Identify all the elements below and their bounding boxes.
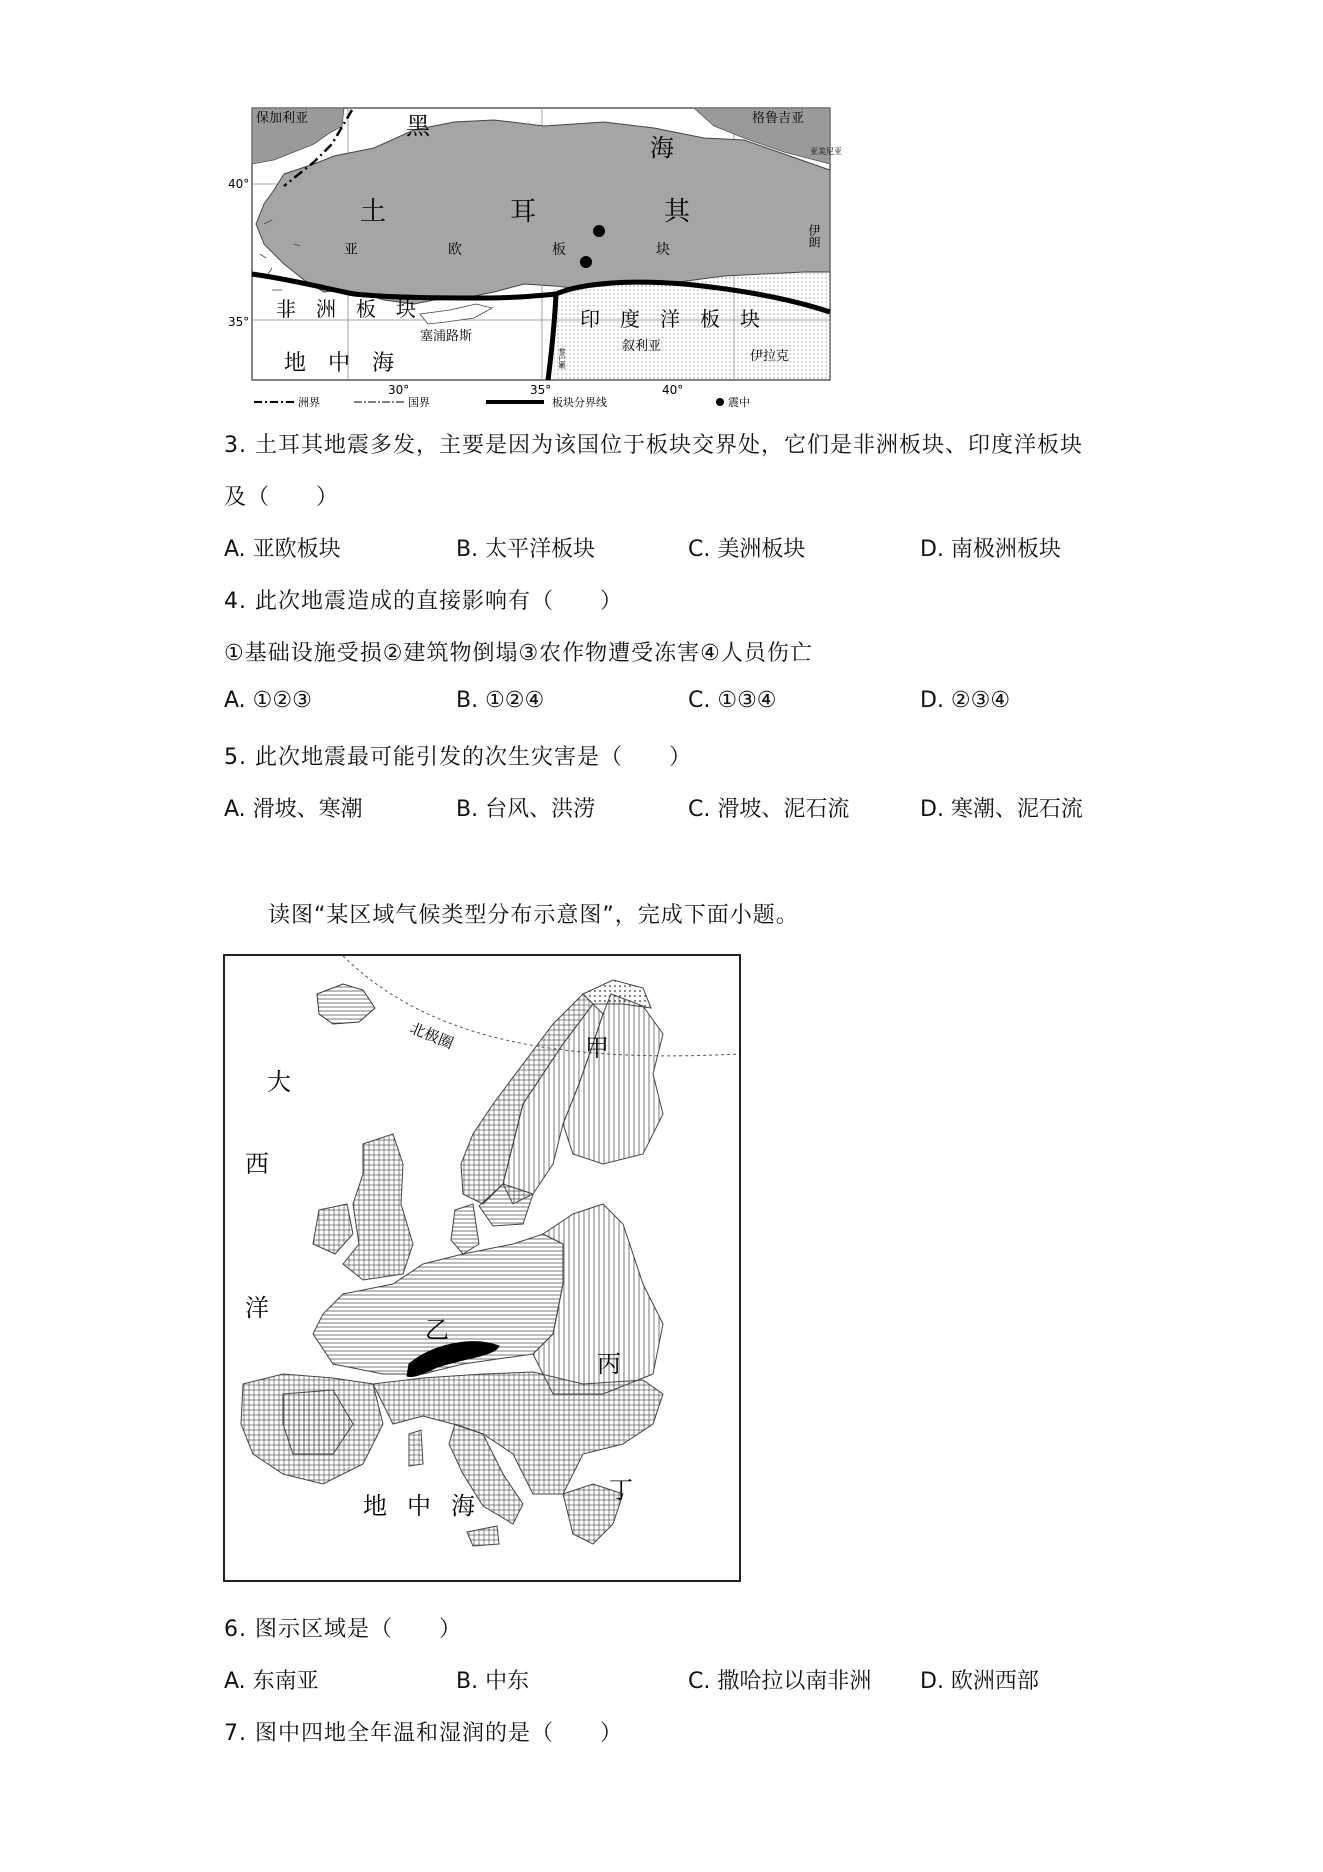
label-turkey-3: 其	[664, 197, 691, 227]
label-lon30: 30°	[388, 383, 410, 397]
label-iraq: 伊拉克	[750, 349, 790, 364]
label-georgia: 格鲁吉亚	[752, 111, 805, 126]
q4-stem: 4. 此次地震造成的直接影响有（ ）	[224, 589, 623, 614]
q3-option-a[interactable]: A. 亚欧板块	[224, 537, 341, 562]
q4-option-c[interactable]: C. ①③④	[688, 688, 777, 713]
label-atlantic-3: 洋	[245, 1294, 269, 1322]
label-turkey-1: 土	[360, 197, 387, 227]
label-lebanon: 黎巴嫩	[558, 348, 566, 369]
label-arctic-circle: 北极圈	[407, 1019, 456, 1053]
q5-option-c[interactable]: C. 滑坡、泥石流	[688, 797, 850, 822]
label-atlantic-2: 西	[245, 1150, 269, 1178]
intro-text: 读图“某区域气候类型分布示意图”，完成下面小题。	[268, 903, 799, 928]
label-armenia: 亚美尼亚	[810, 147, 842, 156]
label-black-sea-1: 黑	[406, 112, 430, 140]
q3-line1: 3. 土耳其地震多发，主要是因为该国位于板块交界处，它们是非洲板块、印度洋板块	[224, 433, 1083, 458]
label-indian-plate: 印 度 洋 板 块	[580, 307, 760, 331]
q6-option-c[interactable]: C. 撒哈拉以南非洲	[688, 1669, 872, 1694]
sardinia-island	[409, 1430, 423, 1466]
label-eurasia-2: 欧	[448, 242, 462, 258]
label-eurasia-1: 亚	[344, 242, 358, 258]
turkey-map-svg	[224, 104, 842, 409]
label-black-sea-2: 海	[650, 134, 674, 162]
label-med-sea: 地 中 海	[284, 351, 395, 376]
label-med-2: 中	[407, 1492, 431, 1520]
turkey-plate-map	[224, 104, 842, 409]
legend-continent-border: 洲界	[298, 396, 320, 409]
q4-items: ①基础设施受损②建筑物倒塌③农作物遭受冻害④人员伤亡	[224, 641, 813, 666]
label-bing: 丙	[597, 1350, 621, 1378]
q6-option-d[interactable]: D. 欧洲西部	[920, 1669, 1039, 1694]
label-lat35: 35°	[228, 315, 250, 329]
q6-option-a[interactable]: A. 东南亚	[224, 1669, 319, 1694]
label-syria: 叙利亚	[622, 339, 662, 354]
label-eurasia-4: 块	[656, 242, 670, 258]
epicenter-2	[580, 256, 592, 268]
q5-stem: 5. 此次地震最可能引发的次生灾害是（ ）	[224, 745, 692, 770]
europe-map-svg	[223, 954, 741, 1582]
q3-option-c[interactable]: C. 美洲板块	[688, 537, 806, 562]
label-africa-plate: 非 洲 板 块	[276, 297, 416, 321]
label-eurasia-3: 板	[552, 242, 566, 258]
europe-climate-map	[223, 954, 741, 1582]
legend-epicenter: 震中	[728, 396, 750, 409]
label-yi: 乙	[425, 1316, 449, 1344]
label-lon35: 35°	[530, 383, 552, 397]
q3-option-d[interactable]: D. 南极洲板块	[920, 537, 1061, 562]
label-ding: 丁	[609, 1476, 633, 1504]
q3-option-b[interactable]: B. 太平洋板块	[456, 537, 596, 562]
q5-option-b[interactable]: B. 台风、洪涝	[456, 797, 596, 822]
q5-option-a[interactable]: A. 滑坡、寒潮	[224, 797, 363, 822]
q5-option-d[interactable]: D. 寒潮、泥石流	[920, 797, 1083, 822]
q6-stem: 6. 图示区域是（ ）	[224, 1617, 462, 1642]
label-atlantic-1: 大	[267, 1068, 291, 1096]
q6-option-b[interactable]: B. 中东	[456, 1669, 530, 1694]
legend-country-border: 国界	[408, 396, 430, 409]
q4-option-b[interactable]: B. ①②④	[456, 688, 545, 713]
q7-stem: 7. 图中四地全年温和湿润的是（ ）	[224, 1721, 623, 1746]
legend-plate-boundary: 板块分界线	[552, 396, 607, 409]
legend-epicenter-dot	[716, 398, 724, 406]
q4-option-a[interactable]: A. ①②③	[224, 688, 312, 713]
label-med-3: 海	[451, 1492, 475, 1520]
label-lon40: 40°	[662, 383, 684, 397]
q3-line2: 及（ ）	[224, 485, 340, 510]
epicenter-1	[593, 225, 605, 237]
label-iran: 伊朗	[807, 224, 821, 248]
q4-option-d[interactable]: D. ②③④	[920, 688, 1011, 713]
map1-legend	[254, 395, 750, 409]
label-turkey-2: 耳	[510, 197, 537, 227]
label-med-1: 地	[363, 1492, 387, 1520]
label-bulgaria: 保加利亚	[256, 111, 309, 126]
label-cyprus: 塞浦路斯	[420, 329, 473, 344]
label-jia: 甲	[585, 1034, 609, 1062]
label-lat40: 40°	[228, 177, 250, 191]
